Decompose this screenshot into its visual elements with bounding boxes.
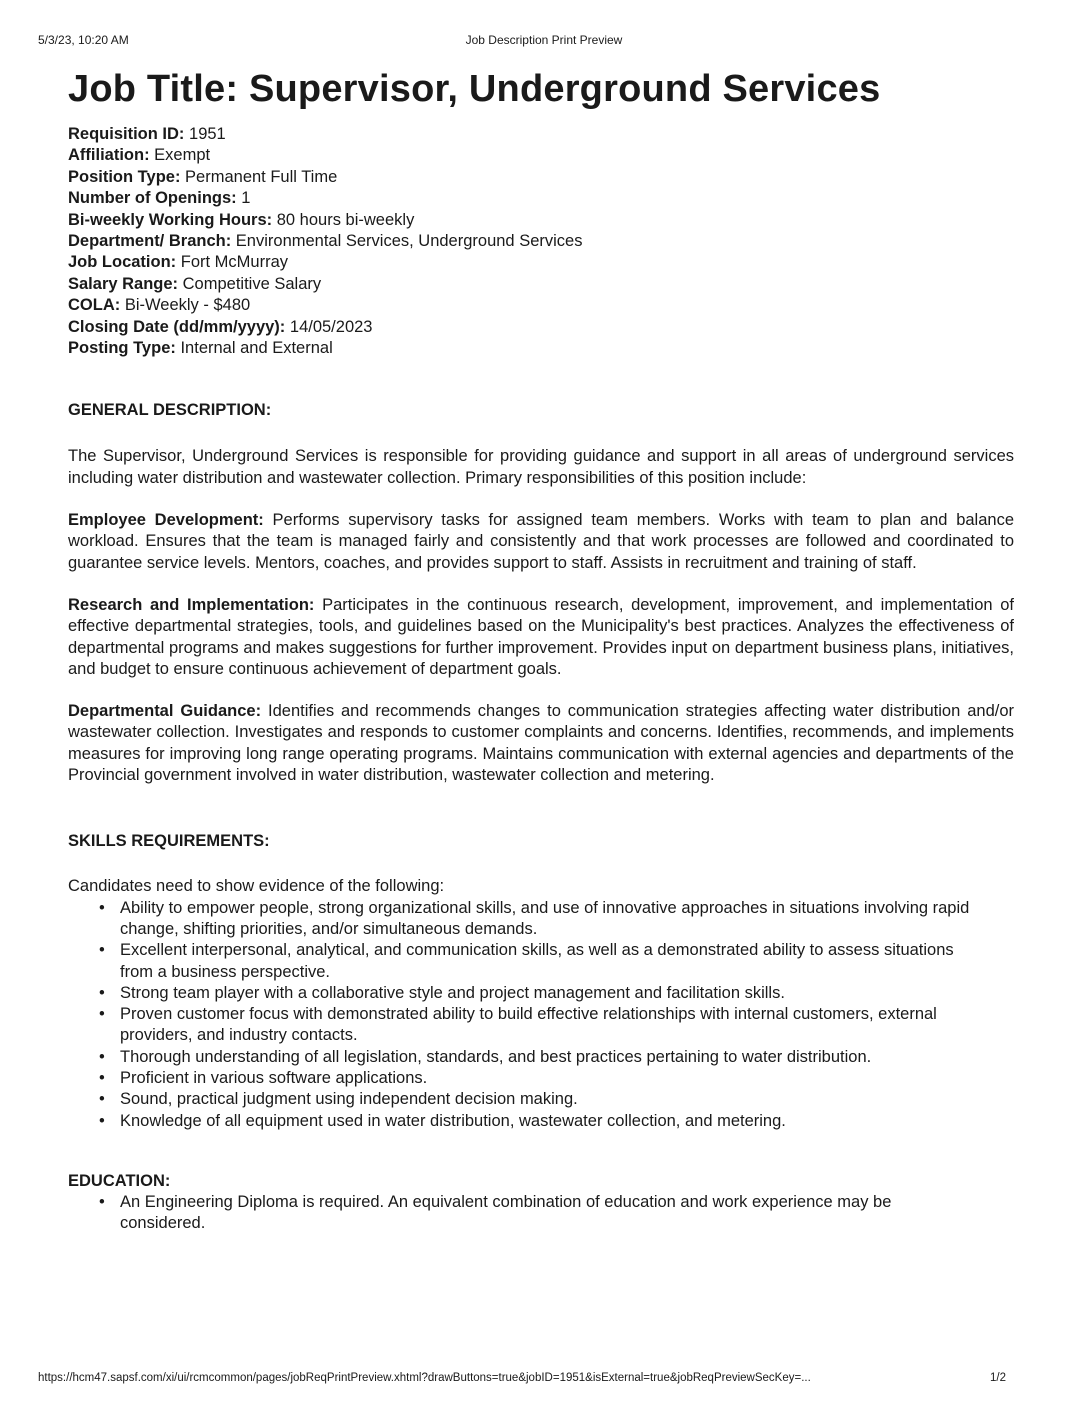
field-value: Permanent Full Time xyxy=(185,167,338,186)
bullet-icon: • xyxy=(99,1111,105,1130)
job-fields xyxy=(68,124,1014,359)
field-salary-range xyxy=(68,274,1014,295)
field-value: Fort McMurray xyxy=(180,253,289,272)
list-item xyxy=(68,1192,1014,1235)
print-header xyxy=(38,33,1050,49)
print-header-title: Job Description Print Preview xyxy=(465,33,623,47)
field-value: 14/05/2023 xyxy=(289,317,373,336)
page-url: https://hcm47.sapsf.com/xi/ui/rcmcommon/pages/jobReqPrintPreview.xhtml?drawButtons=true&jobID=1951&isExternal=true&jobReqPreviewSecKey=... xyxy=(38,1372,811,1384)
field-label: Position Type: xyxy=(68,167,181,186)
bullet-icon: • xyxy=(99,1069,105,1087)
list-item-text: Thorough understanding of all legislation, standards, and best practices pertaining to water distribution. xyxy=(120,1047,872,1066)
bullet-icon: • xyxy=(99,1192,105,1211)
print-footer xyxy=(38,1372,1006,1384)
field-value: 1 xyxy=(241,189,251,208)
field-value: Exempt xyxy=(154,146,211,165)
bullet-icon: • xyxy=(99,983,105,1002)
skills-requirements-heading: SKILLS REQUIREMENTS: xyxy=(68,832,270,851)
paragraph-label: Employee Development: xyxy=(68,511,264,530)
field-job-location xyxy=(68,252,1014,273)
skills-list xyxy=(68,898,1014,1132)
field-position-type xyxy=(68,167,1014,188)
field-label: Salary Range: xyxy=(68,274,179,293)
field-posting-type xyxy=(68,338,1014,359)
list-item xyxy=(68,898,1014,941)
field-closing-date xyxy=(68,317,1014,338)
bullet-icon: • xyxy=(99,898,105,917)
general-description-heading: GENERAL DESCRIPTION: xyxy=(68,401,272,420)
field-label: Job Location: xyxy=(68,253,177,272)
list-item-text: Proficient in various software applications. xyxy=(120,1069,428,1087)
employee-development-paragraph xyxy=(68,510,1014,574)
list-item-text: Sound, practical judgment using independent decision making. xyxy=(120,1090,578,1109)
field-value: Internal and External xyxy=(180,339,333,358)
paragraph-text: Participates in the continuous research, development, improvement, and implementation of effective departmental strategies, tools, and guidelines based on the Municipality's best practices. Analyzes the effectiveness of departmental programs and makes suggestions for further improvement. Provides input on department business plans, initiatives, and budget to ensure continuous achievement of department goals. xyxy=(68,595,1014,678)
field-label: Bi-weekly Working Hours: xyxy=(68,210,273,229)
field-cola xyxy=(68,295,1014,316)
departmental-guidance-paragraph xyxy=(68,701,1014,786)
field-label: Posting Type: xyxy=(68,339,176,358)
list-item xyxy=(68,1068,1014,1089)
education-list xyxy=(68,1192,1014,1235)
field-label: Affiliation: xyxy=(68,146,150,165)
paragraph-text: Identifies and recommends changes to communication strategies affecting water distribution and/or wastewater collection. Investigates and responds to customer complaints and concerns. Identifies, recommends, and implements measures for improving long range operating programs. Maintains communication with external agencies and departments of the Provincial government involved in water distribution, wastewater collection and metering. xyxy=(68,702,1014,785)
paragraph-text: Performs supervisory tasks for assigned team members. Works with team to plan and balance workload. Ensures that the team is managed fairly and consistently and that work processes are followed and coordinated to guarantee service levels. Mentors, coaches, and provides support to staff. Assists in recruitment and training of staff. xyxy=(68,511,1015,572)
list-item xyxy=(68,983,1014,1004)
education-heading: EDUCATION: xyxy=(68,1171,171,1190)
field-requisition-id xyxy=(68,124,1014,145)
list-item-text: Strong team player with a collaborative style and project management and facilitation skills. xyxy=(120,983,785,1002)
field-label: COLA: xyxy=(68,296,121,315)
list-item-text: Excellent interpersonal, analytical, and communication skills, as well as a demonstrated ability to assess situations from a business perspective. xyxy=(120,941,954,981)
field-department-branch xyxy=(68,231,1014,252)
bullet-icon: • xyxy=(99,1005,105,1024)
field-label: Number of Openings: xyxy=(68,189,237,208)
field-label: Department/ Branch: xyxy=(68,232,232,251)
field-working-hours xyxy=(68,210,1014,231)
research-implementation-paragraph xyxy=(68,595,1014,680)
field-value: Competitive Salary xyxy=(182,274,322,293)
print-datetime: 5/3/23, 10:20 AM xyxy=(38,33,129,47)
field-value: Bi-Weekly - $480 xyxy=(124,296,251,315)
field-number-of-openings xyxy=(68,188,1014,209)
job-description-page xyxy=(68,66,1014,1234)
list-item-text: Knowledge of all equipment used in water distribution, wastewater collection, and metering. xyxy=(120,1111,786,1130)
general-description-intro: The Supervisor, Underground Services is responsible for providing guidance and support in all areas of underground services including water distribution and wastewater collection. Primary responsibilities of this position include: xyxy=(68,447,1014,487)
field-label: Requisition ID: xyxy=(68,125,185,143)
list-item xyxy=(68,1004,1014,1047)
list-item xyxy=(68,940,1014,983)
bullet-icon: • xyxy=(99,1090,105,1109)
paragraph-label: Research and Implementation: xyxy=(68,595,315,614)
bullet-icon: • xyxy=(99,941,105,960)
page-number: 1/2 xyxy=(990,1372,1006,1384)
list-item xyxy=(68,1047,1014,1068)
page-title: Job Title: Supervisor, Underground Services xyxy=(68,68,881,110)
list-item-text: Proven customer focus with demonstrated ability to build effective relationships with internal customers, external providers, and industry contacts. xyxy=(120,1005,937,1045)
list-item-text: Ability to empower people, strong organizational skills, and use of innovative approaches in situations involving rapid change, shifting priorities, and/or simultaneous demands. xyxy=(120,898,970,938)
skills-intro: Candidates need to show evidence of the following: xyxy=(68,877,445,896)
field-label: Closing Date (dd/mm/yyyy): xyxy=(68,317,286,336)
bullet-icon: • xyxy=(99,1047,105,1066)
field-value: Environmental Services, Underground Services xyxy=(235,232,583,251)
list-item xyxy=(68,1111,1014,1132)
field-value: 80 hours bi-weekly xyxy=(276,210,415,229)
list-item xyxy=(68,1089,1014,1110)
field-value: 1951 xyxy=(189,125,226,143)
paragraph-label: Departmental Guidance: xyxy=(68,702,262,721)
field-affiliation xyxy=(68,145,1014,166)
list-item-text: An Engineering Diploma is required. An equivalent combination of education and work experience may be considered. xyxy=(120,1192,892,1233)
